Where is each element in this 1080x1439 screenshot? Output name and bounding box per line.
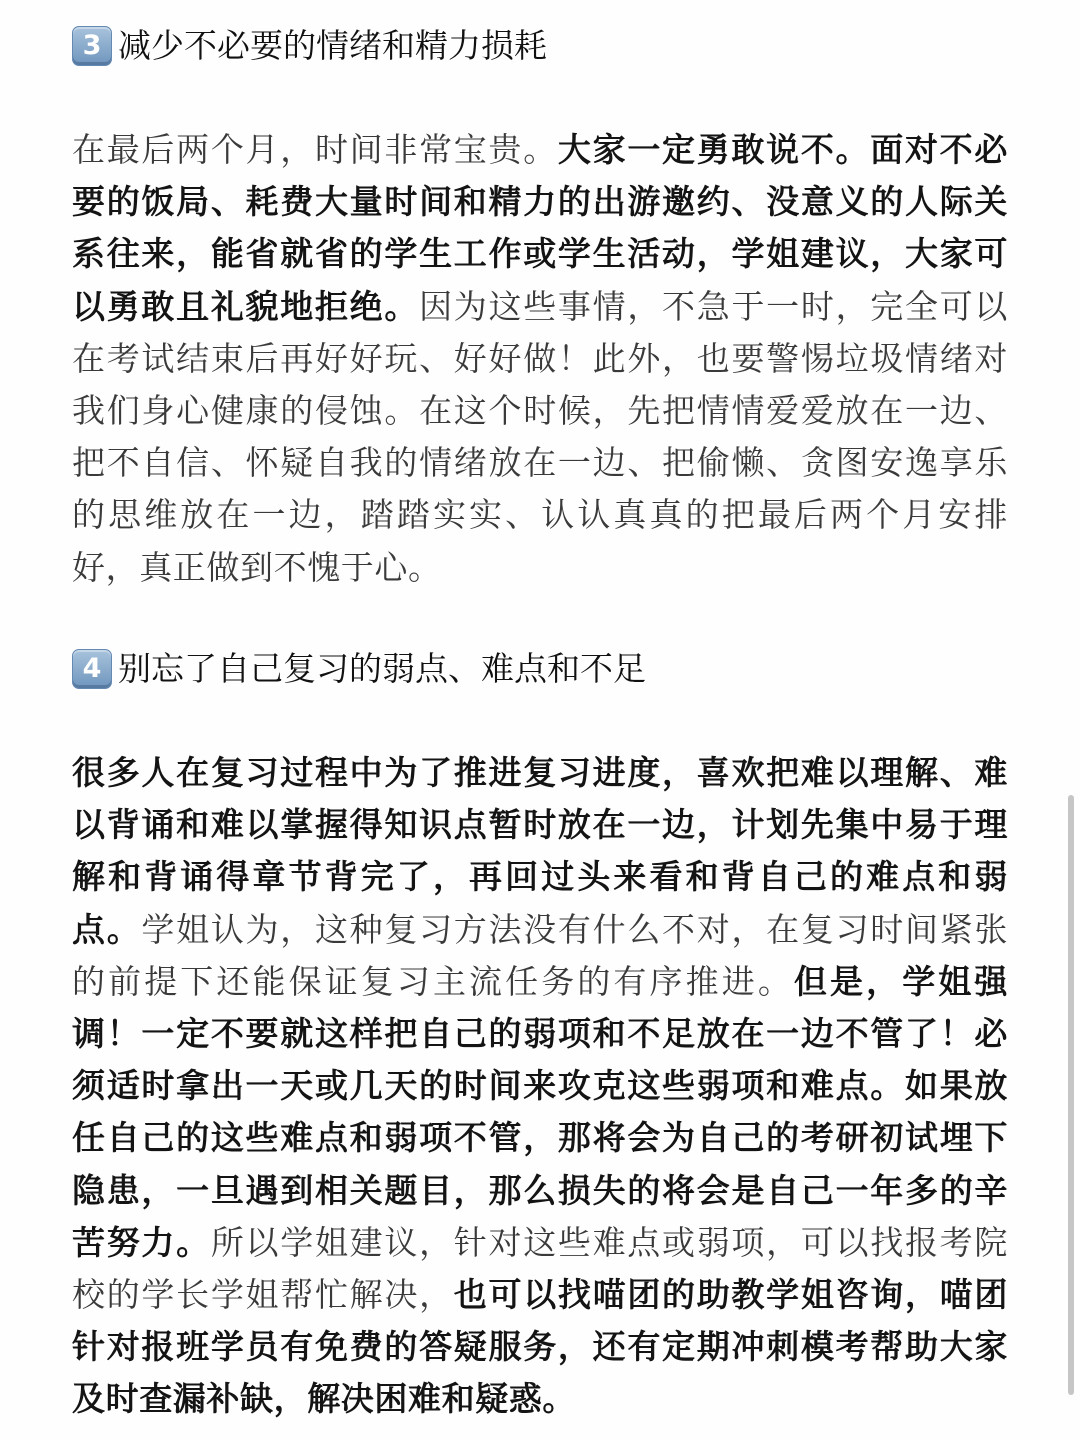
para-segment-bold: 大家一定勇敢说不。面对不必要的饭局、耗费大量时间和精力的出游邀约、没意义的人际关系往来，能省就省的学生工作或学生活动，学姐建议，大家可以勇敢且礼貌地拒绝。 — [72, 130, 1008, 326]
para-segment-bold: 也可以找喵团的助教学姐咨询，喵团针对报班学员有免费的答疑服务，还有定期冲刺模考帮助大家及时查漏补缺，解决困难和疑惑。 — [72, 1275, 1008, 1419]
keycap-4-icon: 4 — [72, 649, 112, 689]
section-3-title: 减少不必要的情绪和精力损耗 — [118, 26, 547, 65]
keycap-3-icon: 3 — [72, 26, 112, 66]
para-segment: 所以学姐建议，针对这些难点或弱项，可以找报考院校的学长学姐帮忙解决， — [72, 1222, 1008, 1315]
section-4-paragraph — [72, 747, 1008, 1426]
scrollbar[interactable] — [1068, 795, 1074, 1395]
para-segment-bold: 但是，学姐强调！一定不要就这样把自己的弱项和不足放在一边不管了！必须适时拿出一天或几天的时间来攻克这些弱项和难点。如果放任自己的这些难点和弱项不管，那将会为自己的考研初试埋下隐患，一旦遇到相关题目，那么损失的将会是自己一年多的辛苦努力。 — [72, 961, 1009, 1262]
para-segment: 学姐认为，这种复习方法没有什么不对，在复习时间紧张的前提下还能保证复习主流任务的有序推进。 — [72, 909, 1009, 1001]
section-3-heading — [72, 20, 547, 72]
section-3-paragraph — [72, 124, 1008, 594]
section-4-title: 别忘了自己复习的弱点、难点和不足 — [118, 649, 646, 688]
para-segment-bold: 很多人在复习过程中为了推进复习进度，喜欢把难以理解、难以背诵和难以掌握得知识点暂时放在一边，计划先集中易于理解和背诵得章节背完了，再回过头来看和背自己的难点和弱点。 — [72, 753, 1008, 949]
para-segment: 因为这些事情，不急于一时，完全可以在考试结束后再好好玩、好好做！此外，也要警惕垃圾情绪对我们身心健康的侵蚀。在这个时候，先把情情爱爱放在一边、把不自信、怀疑自我的情绪放在一边、把偷懒、贪图安逸享乐的思维放在一边，踏踏实实、认认真真的把最后两个月安排好，真正做到不愧于心。 — [72, 286, 1008, 587]
section-4-heading — [72, 643, 646, 695]
para-segment: 在最后两个月，时间非常宝贵。 — [72, 130, 558, 169]
